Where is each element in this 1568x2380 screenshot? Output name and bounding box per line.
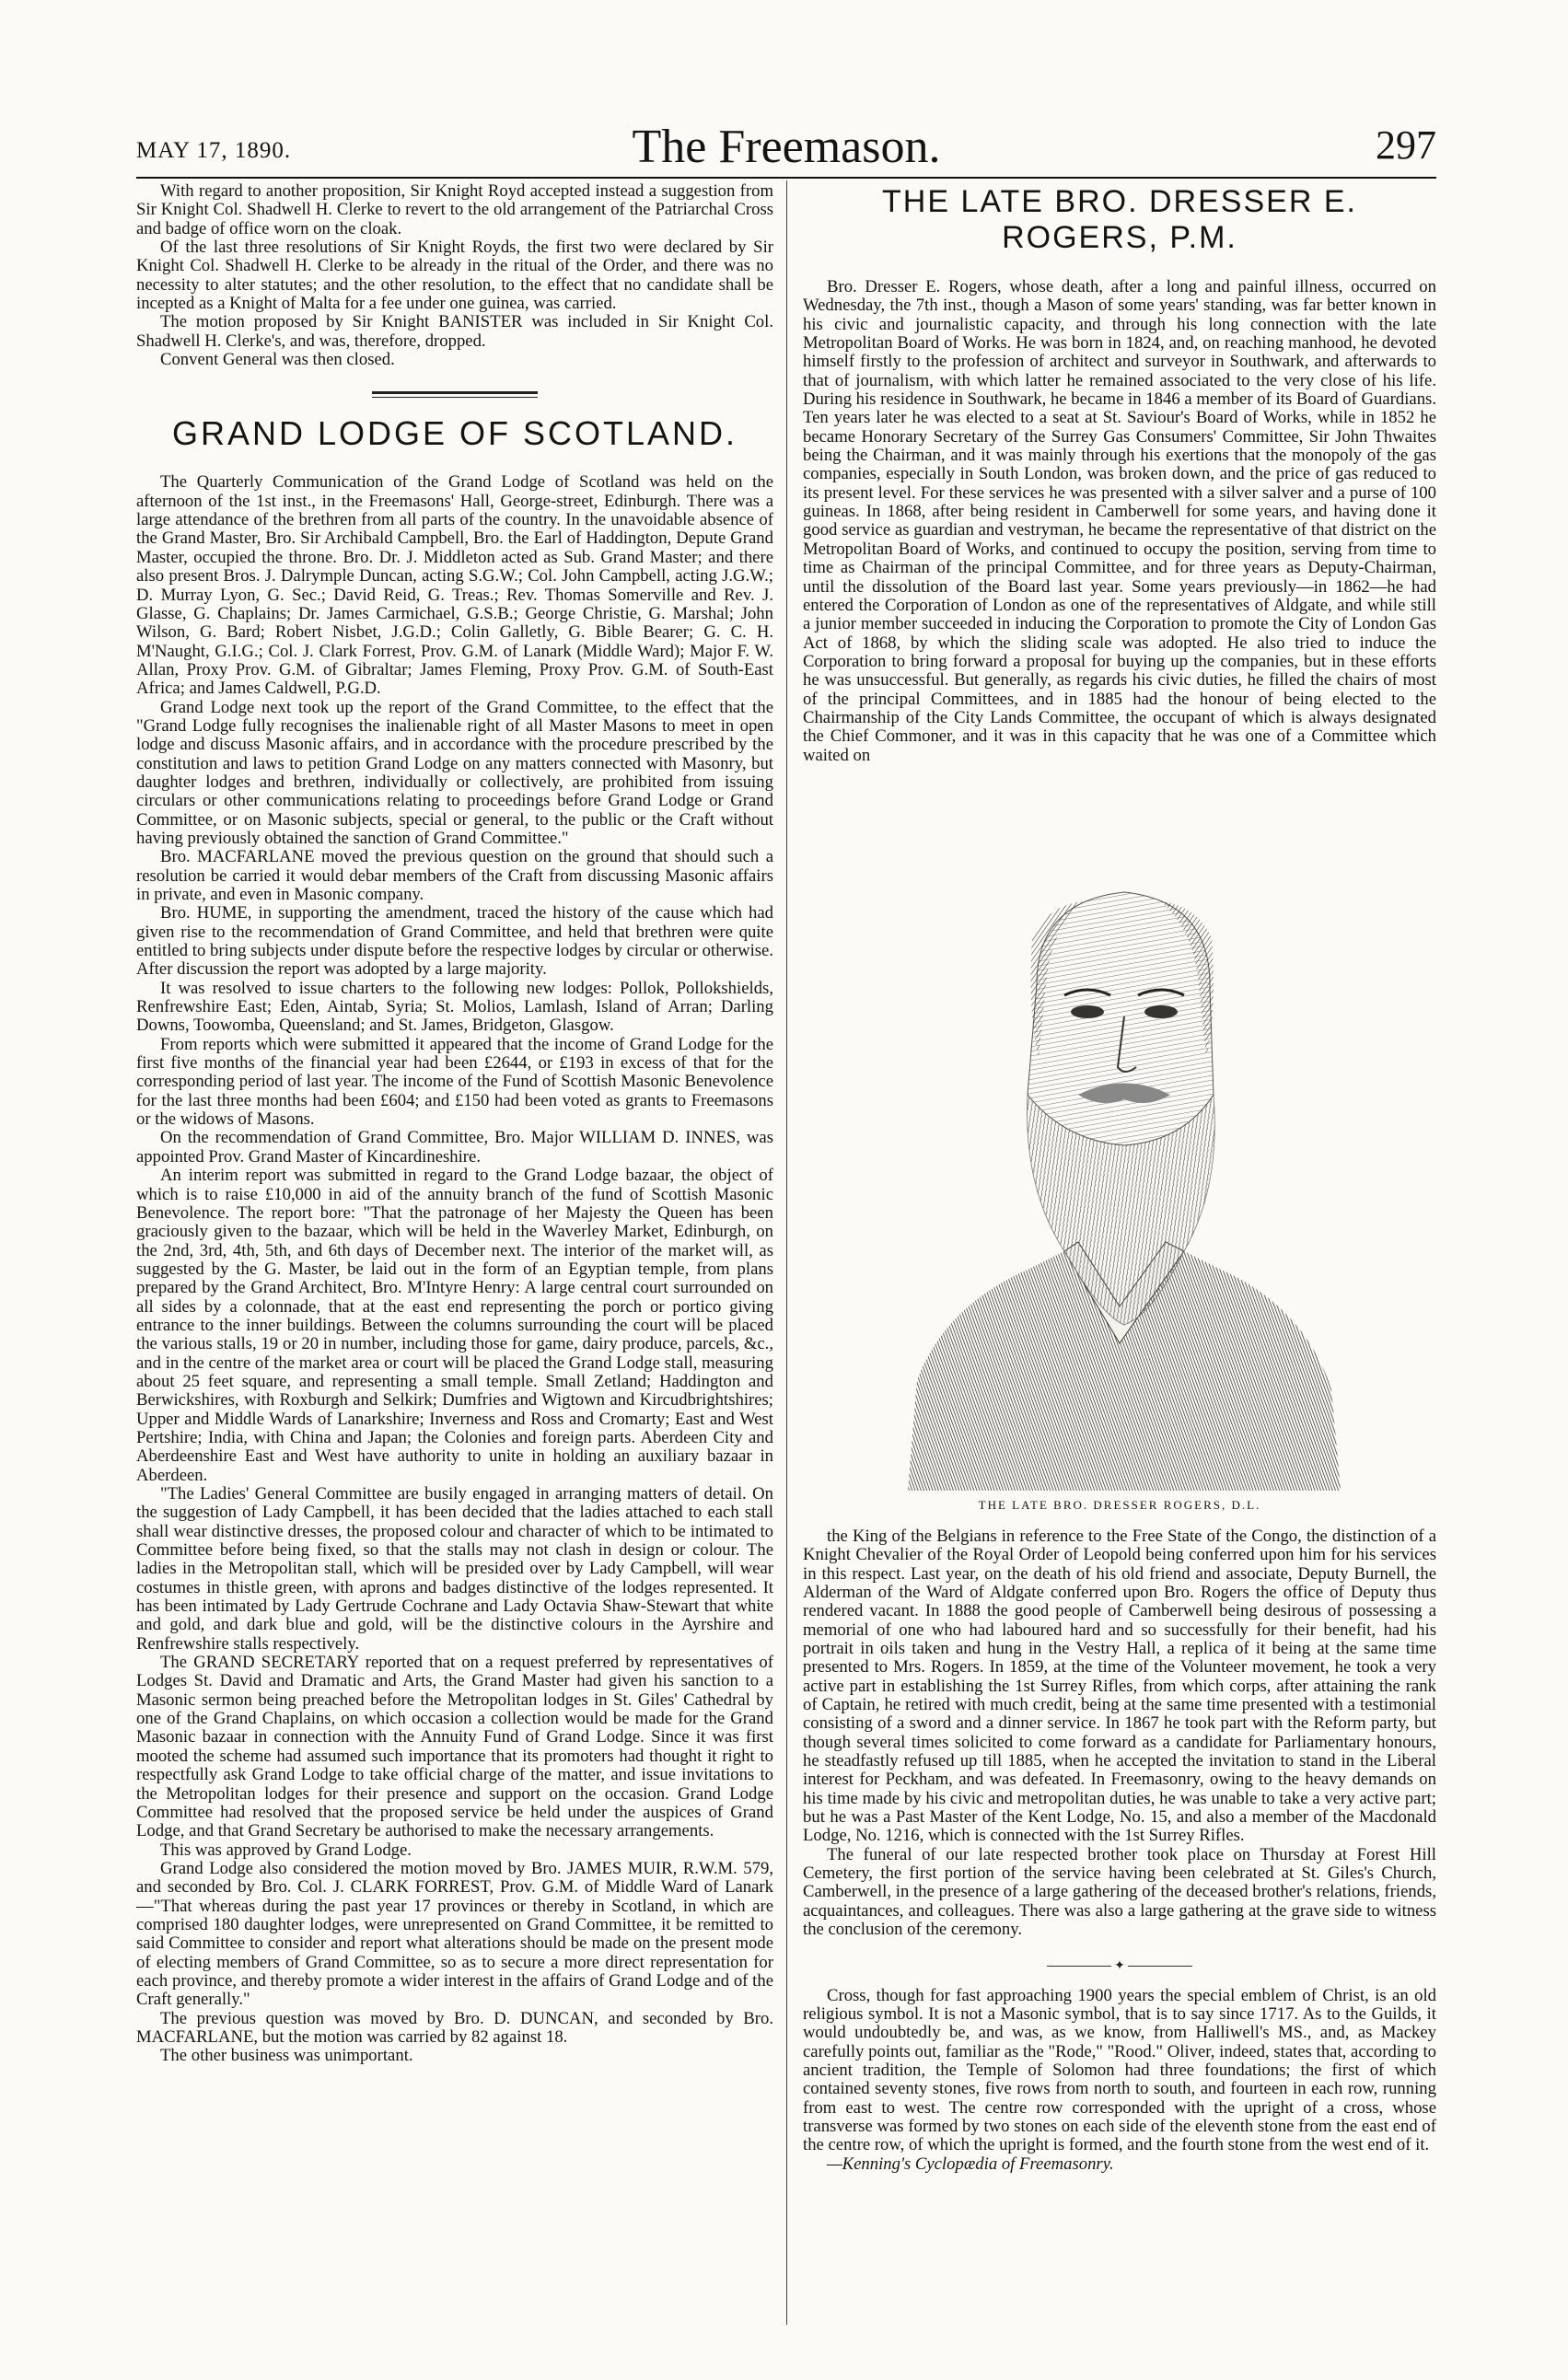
paragraph: Convent General was then closed. [160, 350, 395, 370]
paragraph: It was resolved to issue charters to the following new lodges: Pollok, Pollokshields, Renfrewshire East; Eden, Aintab, Syria; St. Molios, Lamlash, Island of Arran; Darling Downs, Toowomba, Queensland; and St. James, Bridgeton, Glasgow. [136, 978, 773, 1036]
issue-date: MAY 17, 1890. [136, 138, 292, 163]
paragraph: The Quarterly Communication of the Grand Lodge of Scotland was held on the afternoon of the 1st inst., in the Freemasons' Hall, George-street, Edinburgh. There was a large attendance of the brethren from all parts of the country. In the unavoidable absence of the Grand Master, Bro. Sir Archibald Campbell, Bro. the Earl of Haddington, Depute Grand Master, occupied the throne. Bro. Dr. J. Middleton acted as Sub. Grand Master; and there also present Bros. J. Dalrymple Duncan, acting S.G.W.; Col. John Campbell, acting J.G.W.; D. Murray Lyon, G. Sec.; David Reid, G. Treas.; Rev. Thomas Somerville and Rev. J. Glasse, G. Chaplains; Dr. James Carmichael, G.S.B.; George Christie, G. Marshal; John Wilson, G. Bard; Robert Nisbet, J.G.D.; Colin Galletly, G. Bible Bearer; G. C. H. M'Naught, G.I.G.; Col. J. Clark Forrest, Prov. G.M. of Lanark (Middle Ward); Major F. W. Allan, Proxy Prov. G.M. of Gibraltar; James Fleming, Proxy Prov. G.M. of South-East Africa; and James Caldwell, P.G.D. [136, 472, 773, 699]
paragraph: The GRAND SECRETARY reported that on a request preferred by representatives of Lodges St. David and Dramatic and Arts, the Grand Master had given his sanction to a Masonic sermon being preached before the Metropolitan lodges in St. Giles' Cathedral by one of the Grand Chaplains, on which occasion a collection would be made for the Grand Masonic bazaar in connection with the Annuity Fund of Grand Lodge. Since it was first mooted the scheme had assumed such importance that its promoters had thought it right to respectfully ask Grand Lodge to take official charge of the matter, and issue invitations to the Metropolitan lodges for their presence and support on the occasion. Grand Lodge Committee had resolved that the proposed service be held under the auspices of Grand Lodge, and that Grand Secretary be authorised to make the necessary arrangements. [136, 1653, 773, 1841]
newspaper-title: The Freemason. [632, 121, 941, 173]
article-heading-grand-lodge: GRAND LODGE OF SCOTLAND. [171, 414, 738, 453]
paragraph: Grand Lodge also considered the motion moved by Bro. JAMES MUIR, R.W.M. 579, and seconded by Bro. Col. J. CLARK FORREST, Prov. G.M. of Middle Ward of Lanark—"That whereas during the past year 17 provinces or thereby in Scotland, in which are comprised 180 daughter lodges, were unrepresented on Grand Committee, it be remitted to said Committee to consider and report what alterations should be made on the present mode of electing members of Grand Committee, so as to secure a more direct representation for each province, and thereby promote a wider interest in the affairs of Grand Lodge and of the Craft generally." [136, 1858, 773, 2010]
paragraph: Bro. MACFARLANE moved the previous question on the ground that should such a resolution be carried it would debar members of the Craft from discussing Masonic affairs in private, and even in Masonic company. [136, 847, 773, 904]
paragraph: "The Ladies' General Committee are busily engaged in arranging matters of detail. On the suggestion of Lady Campbell, it has been decided that the ladies attached to each stall shall wear distinctive dresses, the proposed colour and character of which to be intimated to Committee before being fixed, so that the stalls may not clash in design or colour. The ladies in the Metropolitan stall, which will be presided over by Lady Campbell, will wear costumes in thistle green, with aprons and badges distinctive of the lodges represented. It has been intimated by Lady Gertrude Cochrane and Lady Octavia Shaw-Stewart that white and gold, and dark blue and gold, will be the distinctive colours in the Ayrshire and Renfrewshire stalls respectively. [136, 1484, 773, 1654]
right-column [803, 182, 1436, 2174]
paragraph: The motion proposed by Sir Knight BANISTER was included in Sir Knight Col. Shadwell H. Clerke's, and was, therefore, dropped. [136, 312, 773, 351]
section-ornament: ✦ [803, 1958, 1436, 1974]
paragraph: Bro. HUME, in supporting the amendment, traced the history of the cause which had given rise to the recommendation of Grand Committee, and held that brethren were quite entitled to bring subjects under dispute before the respective lodges by circular or otherwise. After discussion the report was adopted by a large majority. [136, 903, 773, 980]
paragraph: The funeral of our late respected brother took place on Thursday at Forest Hill Cemetery, the first portion of the service having been celebrated at St. Giles's Church, Camberwell, in the presence of a large gathering of the deceased brother's relations, friends, acquaintances, and colleagues. There was also a large gathering at the grave side to witness the conclusion of the ceremony. [803, 1844, 1436, 1940]
article-body-grand-lodge [136, 473, 773, 2065]
portrait-engraving [889, 791, 1350, 1491]
paragraph: From reports which were submitted it appeared that the income of Grand Lodge for the first five months of the financial year had been £2644, or £193 in excess of that for the corresponding period of last year. The income of the Fund of Scottish Masonic Benevolence for the last three months had been £604; and £150 had been voted as grants to Freemasons or the widows of Masons. [136, 1034, 773, 1130]
paragraph: Cross, though for fast approaching 1900 years the special emblem of Christ, is an old religious symbol. It is not a Masonic symbol, that is to say since 1717. As to the Guilds, it would undoubtedly be, and was, as we know, from Halliwell's MS., and, as Mackey carefully points out, familiar as the "Rode," "Rood." Oliver, indeed, states that, according to ancient tradition, the Temple of Solomon had three foundations; the first of which contained seventy stones, five rows from north to south, and fourteen in each row, running from east to west. The centre row corresponded with the upright of a cross, whose transverse was formed by two stones on each side of the eleventh stone from the east end of the centre row, of which the upright is formed, and the fourth stone from the west end of it. [803, 1985, 1436, 2155]
header-rule [136, 177, 1436, 179]
paragraph: The other business was unimportant. [160, 2046, 413, 2066]
page-number: 297 [1376, 122, 1436, 168]
paragraph: Of the last three resolutions of Sir Knight Royds, the first two were declared by Sir Knight Col. Shadwell H. Clerke to be already in the ritual of the Order, and there was no necessity to alter statutes; and the other resolution, to the effect that no candidate shall be incepted as a Knight of Malta for a fee under one guinea, was carried. [136, 238, 773, 314]
paragraph: On the recommendation of Grand Committee, Bro. Major WILLIAM D. INNES, was appointed Prov. Grand Master of Kincardineshire. [136, 1128, 773, 1167]
paragraph: Bro. Dresser E. Rogers, whose death, after a long and painful illness, occurred on Wednesday, the 7th inst., though a Mason of some years' standing, was far better known in his civic and journalistic capacity, and through his long connection with the late Metropolitan Board of Works. He was born in 1824, and, on reaching manhood, he devoted himself firstly to the profession of architect and surveyor in Southwark, and afterwards to that of journalism, with which latter he remained associated to the very close of his life. During his residence in Southwark, he became in 1846 a member of its Board of Guardians. Ten years later he was elected to a seat at St. Saviour's Board of Works, while in 1852 he became Honorary Secretary of the Surrey Gas Consumers' Committee, Sir John Thwaites being the Chairman, and it was mainly through his exertions that the monopoly of the gas companies, especially in South London, was broken down, and the price of gas reduced to its present level. For these services he was presented with a silver salver and a purse of 100 guineas. In 1868, after being resident in Camberwell for some years, and having done it good service as guardian and vestryman, he became the representative of that district on the Metropolitan Board of Works, and continued to occupy the position, serving from time to time as Chairman of the principal Committee, and for three years as Deputy-Chairman, until the dissolution of the Board last year. Some years previously—in 1862—he had entered the Corporation of London as one of the representatives of Aldgate, and while still a junior member succeeded in inducing the Corporation to promote the City of London Gas Act of 1868, by which the sliding scale was adopted. He also tried to induce the Corporation to bring forward a proposal for buying up the companies, but in these efforts he was unsuccessful. But generally, as regards his civic duties, he filled the chairs of most of the principal Committees, and in 1885 had the honour of being elected to the Chairmanship of the City Lands Committee, the occupant of which is always designated the Chief Commoner, and it was in this capacity that he was one of a Committee which waited on [803, 277, 1436, 765]
paragraph: This was approved by Grand Lodge. [160, 1840, 412, 1860]
portrait-caption: THE LATE BRO. DRESSER ROGERS, D.L. [978, 1497, 1261, 1512]
left-column [136, 182, 773, 2066]
article-heading-obituary: THE LATE BRO. DRESSER E. ROGERS, P.M. [882, 184, 1357, 255]
section-divider [372, 391, 538, 398]
column-divider [786, 180, 787, 2325]
portrait-figure [803, 791, 1436, 1513]
paragraph: An interim report was submitted in regard to the Grand Lodge bazaar, the object of which is to raise £10,000 in aid of the annuity branch of the fund of Scottish Masonic Benevolence. The report bore: "That the patronage of her Majesty the Queen has been graciously given to the bazaar, which will be held in the Waverley Market, Edinburgh, on the 2nd, 3rd, 4th, 5th, and 6th days of December next. The interior of the market will, as suggested by the G. Master, be laid out in the form of an Egyptian temple, from plans prepared by the Grand Architect, Bro. M'Intyre Henry: A large central court surrounded on all sides by a colonnade, that at the east end representing the porch or portico giving entrance to the inner buildings. Between the columns surrounding the court will be placed the various stalls, 19 or 20 in number, including those for game, dairy produce, parcels, &c., and in the centre of the market area or court will be placed the Grand Lodge stall, measuring about 25 feet square, and representing a small temple. Small Zetland; Haddington and Berwickshires, with Roxburgh and Selkirk; Dumfries and Wigtown and Kircudbrightshires; Upper and Middle Wards of Lanarkshire; Inverness and Ross and Cromarty; East and West Pertshire; India, with China and Japan; the Colonies and foreign parts. Aberdeen City and Aberdeenshire East and West have authority to unite in holding an auxiliary bazaar in Aberdeen. [136, 1166, 773, 1485]
citation: —Kenning's Cyclopædia of Freemasonry. [827, 2154, 1114, 2174]
page-header [136, 118, 1436, 173]
paragraph: The previous question was moved by Bro. D. DUNCAN, and seconded by Bro. MACFARLANE, but the motion was carried by 82 against 18. [136, 2008, 773, 2047]
intro-section [136, 182, 773, 369]
paragraph: With regard to another proposition, Sir Knight Royd accepted instead a suggestion from Sir Knight Col. Shadwell H. Clerke to revert to the old arrangement of the Patriarchal Cross and badge of office worn on the cloak. [136, 181, 773, 238]
paragraph: the King of the Belgians in reference to the Free State of the Congo, the distinction of a Knight Chevalier of the Royal Order of Leopold being conferred upon him for his services in this respect. Last year, on the death of his old friend and associate, Deputy Burnell, the Alderman of the Ward of Aldgate conferred upon Bro. Rogers the office of Deputy thus rendered vacant. In 1888 the good people of Camberwell being desirous of possessing a memorial of one who had laboured hard and so successfully for their benefit, had his portrait in oils taken and hung in the Vestry Hall, a replica of it being at the same time presented to Mrs. Rogers. In 1859, at the time of the Volunteer movement, he took a very active part in establishing the 1st Surrey Rifles, from which corps, after attaining the rank of Captain, he retired with much credit, being at the same time presented with a testimonial consisting of a sword and a dinner service. In 1867 he took part with the Reform party, but though several times solicited to come forward as a candidate for Parliamentary honours, he steadfastly refused up till 1885, when he accepted the invitation to stand in the Liberal interest for Peckham, and was defeated. In Freemasonry, owing to the heavy demands on his time made by his civic and metropolitan duties, he was unable to take a very active part; but he was a Past Master of the Kent Lodge, No. 15, and also a member of the Macdonald Lodge, No. 1216, which is connected with the 1st Surrey Rifles. [803, 1526, 1436, 1846]
paragraph: Grand Lodge next took up the report of the Grand Committee, to the effect that the "Grand Lodge fully recognises the inalienable right of all Master Masons to meet in open lodge and discuss Masonic affairs, and in accordance with the procedure prescribed by the constitution and laws to petition Grand Lodge on any matters connected with Masonry, but daughter lodges and brethren, individually or collectively, are prohibited from issuing circulars or other communications relating to proceedings before Grand Lodge or Grand Committee, or on Masonic subjects, special or general, to the public or the Craft without having previously obtained the sanction of Grand Committee." [136, 697, 773, 848]
